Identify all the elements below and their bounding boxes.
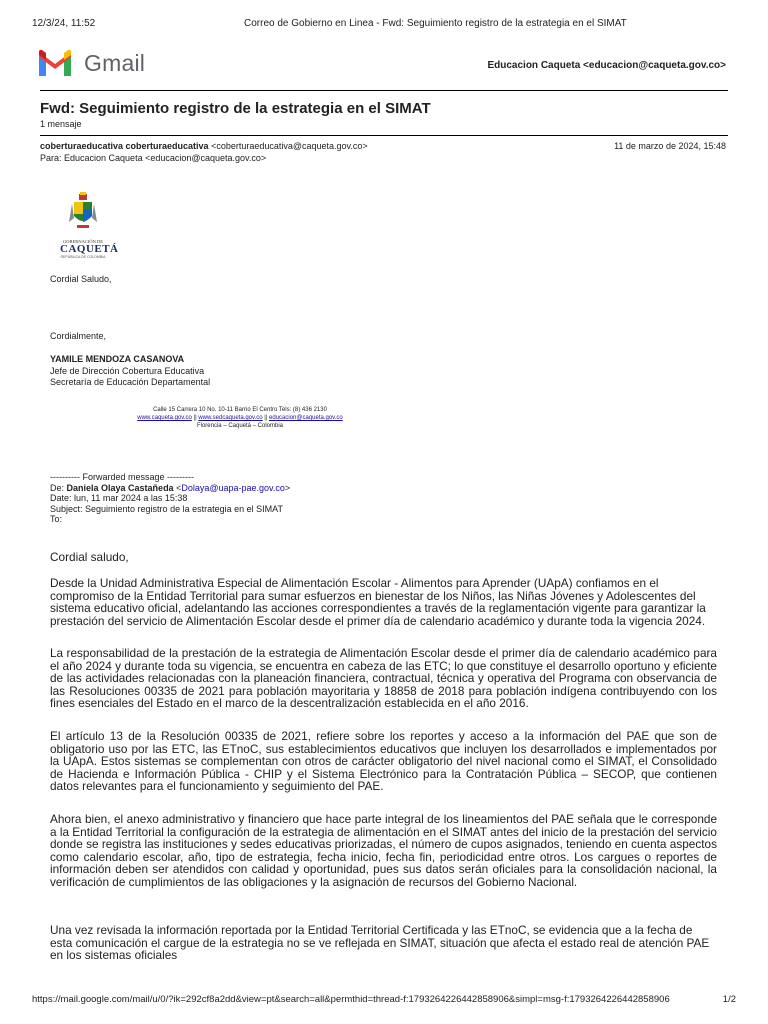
gmail-m-icon bbox=[36, 48, 74, 78]
print-footer bbox=[32, 994, 736, 1005]
forwarded-from bbox=[50, 483, 290, 494]
sender-email: <coberturaeducativa@caqueta.gov.co> bbox=[211, 141, 368, 151]
paragraph-text: Una vez revisada la información reportada por la Entidad Territorial Certificada y las ETnoC, se evidencia que a la fecha de esta comunicación el cargue de la estrategia no se ve reflejada en SIMAT, situación que afecta el estado real de atención PAE en los sistemas oficiales bbox=[50, 923, 710, 963]
gmail-wordmark: Gmail bbox=[84, 49, 146, 76]
link-separator: || bbox=[191, 415, 199, 421]
contact-email-link[interactable]: educacion@caqueta.gov.co bbox=[269, 415, 343, 421]
body-paragraph-4 bbox=[50, 813, 717, 889]
body-paragraph-2 bbox=[50, 647, 717, 710]
contact-links bbox=[110, 414, 370, 422]
signature-role: Jefe de Dirección Cobertura Educativa bbox=[50, 366, 205, 376]
page-number: 1/2 bbox=[722, 994, 736, 1005]
recipient-line: Para: Educacion Caqueta <educacion@caqueta.gov.co> bbox=[40, 153, 267, 163]
forwarded-date: Date: lun, 11 mar 2024 a las 15:38 bbox=[50, 493, 188, 503]
page-url: https://mail.google.com/mail/u/0/?ik=292cf8a2dd&view=pt&search=all&permthid=thread-f:1793264226442858906&simpl=msg-f:1793264226442858906 bbox=[32, 994, 670, 1005]
paragraph-text: La responsabilidad de la prestación de la estrategia de Alimentación Escolar desde el primer día de calendario académico para el año 2024 y durante toda su vigencia, se encuentra en cabeza de las ETC; lo que constituye el desarrollo oportuno y eficiente de las actividades relacionadas con la planeación financiera, contractual, técnica y operativa del Programa con observancia de las Resoluciones 00335 de 2021 para población mayoritaria y 18858 de 2018 para población indígena contribuyendo con los fines esenciales del Estado en el marco de la descentralización establecida en el año 2016. bbox=[50, 646, 717, 711]
sender-line bbox=[40, 141, 368, 151]
forwarded-subject: Subject: Seguimiento registro de la estrategia en el SIMAT bbox=[50, 503, 283, 514]
sender-name: coberturaeducativa coberturaeducativa bbox=[40, 141, 209, 151]
paragraph-text: El artículo 13 de la Resolución 00335 de 2021, refiere sobre los reportes y acceso a la información del PAE que son de obligatorio uso por las ETC, las ETnoC, sus establecimientos educativos que incluyen los desarrollados e implementados por la UApA. Estos sistemas se complementan con otros de carácter obligatorio del nivel nacional como el SIMAT, el Consolidado de Hacienda e Información Pública - CHIP y el Sistema Electrónico para la Contratación Pública – SECOP, que contienen datos relevantes para el funcionamiento y seguimiento del PAE. bbox=[50, 729, 717, 794]
body-salutation bbox=[50, 551, 717, 564]
from-name: Daniela Olaya Castañeda bbox=[66, 482, 174, 493]
signature-name: YAMILE MENDOZA CASANOVA bbox=[50, 354, 185, 364]
gmail-logo bbox=[36, 48, 145, 78]
thread-subject: Fwd: Seguimiento registro de la estrategia en el SIMAT bbox=[40, 100, 431, 117]
crest-line2: CAQUETÁ bbox=[60, 243, 119, 255]
sed-website-link[interactable]: www.sedcaqueta.gov.co bbox=[198, 415, 263, 421]
print-title: Correo de Gobierno en Linea - Fwd: Seguimiento registro de la estrategia en el SIMAT bbox=[244, 18, 627, 29]
paragraph-text: Desde la Unidad Administrativa Especial de Alimentación Escolar - Alimentos para Aprender (UApA) confiamos en el compromiso de la Entidad Territorial para sumar esfuerzos en bienestar de los Niños, las Niñas Jóvenes y Adolescentes del sistema educativo oficial, adelantando las acciones correspondientes a través de la reglamentación vigente para garantizar la prestación del servicio de Alimentación Escolar desde el primer día de calendario académico y durante toda la vigencia 2024. bbox=[50, 576, 706, 628]
message-date: 11 de marzo de 2024, 15:48 bbox=[614, 141, 726, 151]
crest-line3: REPÚBLICA DE COLOMBIA bbox=[60, 255, 106, 259]
salutation-text: Cordial saludo, bbox=[50, 550, 129, 564]
caqueta-crest bbox=[60, 192, 119, 259]
email-open: < bbox=[173, 482, 182, 493]
message-count: 1 mensaje bbox=[40, 119, 82, 129]
greeting: Cordial Saludo, bbox=[50, 274, 112, 284]
contact-address: Calle 15 Carrera 10 No. 10-11 Barrio El Centro Tels: (8) 436 2130 bbox=[153, 407, 327, 413]
from-label: De: bbox=[50, 482, 67, 493]
paragraph-text: Ahora bien, el anexo administrativo y financiero que hace parte integral de los lineamientos del PAE señala que le corresponde a la Entidad Territorial la configuración de la estrategia de alimentación en el SIMAT antes del inicio de la prestación del servicio donde se registra las instituciones y sedes educativas priorizadas, el número de cupos asignados, teniendo en cuenta aspectos como calendario escolar, año, tipo de estrategia, fecha inicio, fecha fin, periodicidad entre otros. Los cargues o reportes de información deben ser atendidos con calidad y oportunidad, pues sus datos serán oficiales para la consolidación nacional, la verificación de cumplimientos de las obligaciones y la asignación de recursos del Gobierno Nacional. bbox=[50, 812, 717, 889]
contact-block bbox=[110, 406, 370, 430]
body-paragraph-5 bbox=[50, 924, 717, 962]
forwarded-marker: ---------- Forwarded message --------- bbox=[50, 472, 194, 482]
signature-office: Secretaría de Educación Departamental bbox=[50, 377, 211, 387]
account-label: Educacion Caqueta <educacion@caqueta.gov.co> bbox=[487, 60, 726, 71]
website-link[interactable]: www.caqueta.gov.co bbox=[137, 415, 192, 421]
coat-of-arms-icon bbox=[69, 192, 97, 232]
crest-line1: GOBERNACIÓN DE bbox=[63, 239, 103, 244]
contact-city: Florencia – Caquetá – Colombia bbox=[196, 423, 284, 429]
forwarded-to: To: bbox=[50, 514, 63, 524]
email-close: > bbox=[284, 482, 291, 493]
body-paragraph-3 bbox=[50, 730, 717, 793]
print-datetime: 12/3/24, 11:52 bbox=[32, 18, 96, 29]
divider bbox=[40, 90, 728, 91]
from-email-link[interactable]: Dolaya@uapa-pae.gov.co bbox=[181, 482, 285, 493]
divider bbox=[40, 135, 728, 136]
body-paragraph-1 bbox=[50, 577, 717, 627]
link-separator: || bbox=[262, 415, 270, 421]
forwarded-header bbox=[50, 472, 290, 525]
closing: Cordialmente, bbox=[50, 331, 107, 341]
